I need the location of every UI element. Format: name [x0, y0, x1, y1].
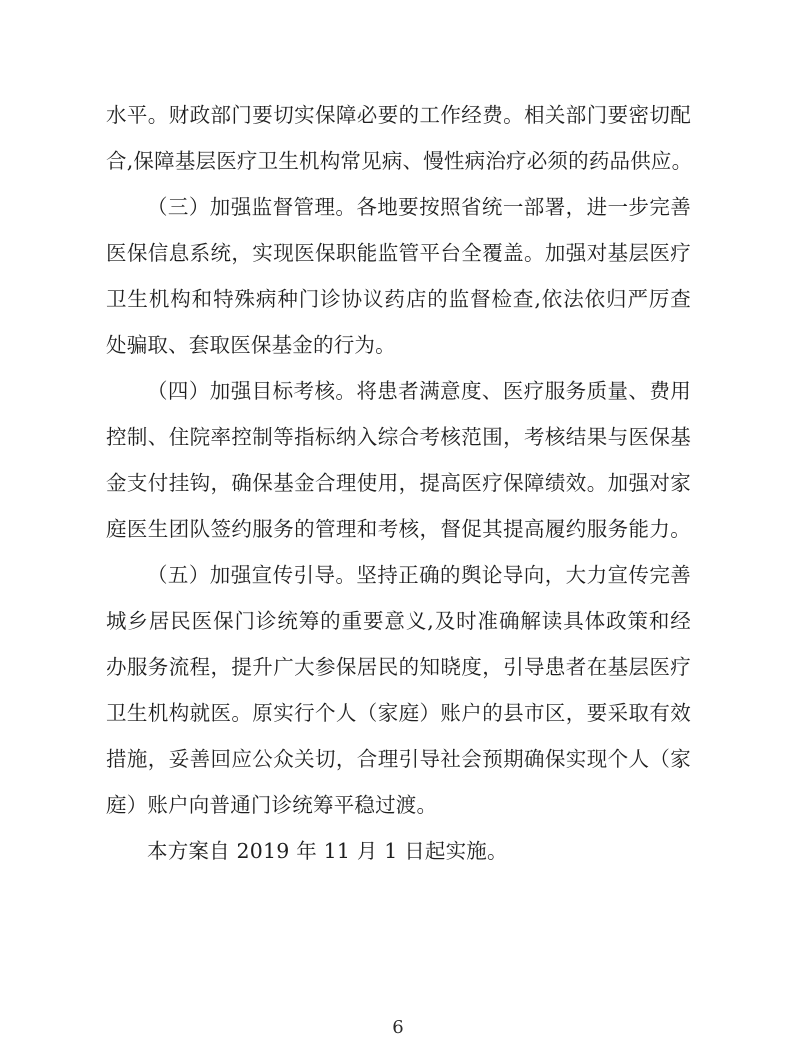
page-number: 6: [392, 1017, 404, 1038]
paragraph-line: 卫生机构和特殊病种门诊协议药店的监督检查,依法依归严厉查: [106, 287, 691, 311]
paragraph-line: 办服务流程，提升广大参保居民的知晓度，引导患者在基层医疗: [106, 655, 691, 679]
paragraph-line: 处骗取、套取医保基金的行为。: [106, 333, 396, 357]
paragraph-line: 卫生机构就医。原实行个人（家庭）账户的县市区，要采取有效: [106, 701, 691, 725]
effective-date-line: 本方案自 2019 年 11 月 1 日起实施。: [147, 839, 508, 863]
paragraph-line: 庭）账户向普通门诊统筹平稳过渡。: [106, 793, 438, 817]
paragraph-line: 控制、住院率控制等指标纳入综合考核范围，考核结果与医保基: [106, 425, 691, 449]
paragraph-line: 措施，妥善回应公众关切，合理引导社会预期确保实现个人（家: [106, 747, 691, 771]
section-3-heading-line: （三）加强监督管理。各地要按照省统一部署，进一步完善: [147, 195, 691, 219]
paragraph-line: 水平。财政部门要切实保障必要的工作经费。相关部门要密切配: [106, 103, 691, 127]
paragraph-line: 金支付挂钩，确保基金合理使用，提高医疗保障绩效。加强对家: [106, 471, 691, 495]
section-5-heading-line: （五）加强宣传引导。坚持正确的舆论导向，大力宣传完善: [147, 563, 691, 587]
section-4-heading-line: （四）加强目标考核。将患者满意度、医疗服务质量、费用: [147, 379, 691, 403]
paragraph-line: 城乡居民医保门诊统筹的重要意义,及时准确解读具体政策和经: [106, 609, 691, 633]
paragraph-line: 医保信息系统，实现医保职能监管平台全覆盖。加强对基层医疗: [106, 241, 691, 265]
paragraph-line: 庭医生团队签约服务的管理和考核，督促其提高履约服务能力。: [106, 517, 691, 541]
document-body: [106, 92, 691, 874]
paragraph-line: 合,保障基层医疗卫生机构常见病、慢性病治疗必须的药品供应。: [106, 149, 693, 173]
